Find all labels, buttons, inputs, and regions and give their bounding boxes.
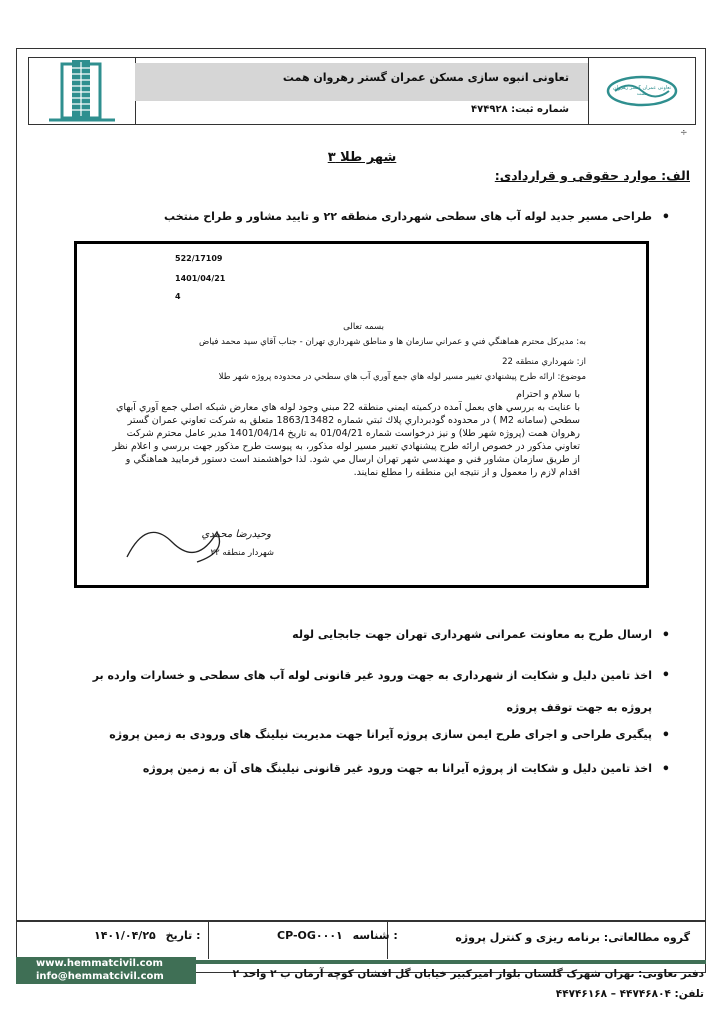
calligraphy-logo-text: تعاونی عمران گستر رهروان همت [612,85,672,97]
office-phone: تلفن: ۴۴۷۴۶۸۰۴ – ۴۴۷۴۶۱۶۸ [555,988,704,1000]
footer-divider [208,921,209,959]
signature-scribble [117,512,247,572]
list-item-text: ارسال طرح به معاونت عمرانی شهرداری تهران جهت جابجایی لوله [292,628,652,641]
letter-bismillah: بسمه تعالی [343,322,384,332]
letter-recipient: به: مديركل محترم هماهنگي فني و عمراني سازمان ها و مناطق شهرداري تهران - جناب آقاي سيد محمد فياض [198,337,586,347]
plus-mark: ÷ [680,128,688,138]
bullet-icon: • [661,762,670,777]
website-link[interactable]: www.hemmatcivil.com [36,958,163,969]
letter-greeting: با سلام و احترام [516,389,580,400]
bullet-icon: • [661,210,670,225]
calligraphy-logo [588,58,695,124]
scanned-letter [74,241,649,588]
signature-name: وحيدرضا محمدي [201,529,271,540]
document-id-value: CP-OG۰۰۰۱ [277,929,343,942]
list-item-text: اخذ تامین دلیل و شکایت از شهرداری به جهت ورود غیر قانونی لوله آب های سطحی و خسارات وارده بر پروژه به جهت توقف پروژه [92,669,652,714]
list-item [152,210,670,225]
bullet-icon: • [661,728,670,743]
office-address: دفتر تعاونی: تهران شهرک گلستان بلوار امیرکبیر خیابان گل افشان کوچه آرمان ب ۲ واحد ۲ [232,968,704,980]
letter-subject: موضوع: ارائه طرح پيشنهادي تغيير مسير لوله هاي جمع آوري آب هاي سطحي در محدوده پروژه شهر طلا [218,372,586,382]
contact-bar [16,957,196,984]
list-item [92,728,670,743]
letter-date: 1401/04/21 [175,274,226,283]
list-item-text: طراحی مسیر جدید لوله آب های سطحی شهرداری منطقه ۲۲ و تایید مشاور و طراح منتخب [164,210,652,223]
section-heading: الف: موارد حقوقی و قراردادی: [494,168,690,183]
registration-number: شماره ثبت: ۴۷۴۹۲۸ [471,104,569,115]
company-title: تعاونی انبوه سازی مسکن عمران گستر رهروان همت [282,71,569,84]
letter-number: 522/17109 [175,254,223,263]
document-date-label: تاریخ : [165,929,201,942]
letter-body-text: با عنايت به بررسي هاي بعمل آمده دركميته ايمني منطقه 22 مبني وجود لوله هاي معارض شبكه اصلي جمع آوري آبهاي سطحي (سامانه M2 ) در محدوده گودبرداري پلاك ثبتي شماره 1863/13482 متعلق به شركت تعاوني عمران گستر رهروان همت (پروژه شهر طلا) و نيز درخواست شماره 01/04/21 به تاريخ 1401/04/14 مدير عامل محترم شركت تعاوني مذكور در خصوص ارائه طرح پيشنهادي تغيير مسير لوله مذكور، به پيوست طرح مذكور جهت بررسي و اعلام نظر از طريق سازمان مشاور فني و مهندسي شهر تهران ارسال مي شود. لذا خواهشمند است دستور فرماييد هماهنگي و اقدام لازم را معمول و از نتيجه اين منطقه را مطلع نمايند. [112,402,580,478]
email-link[interactable]: info@hemmatcivil.com [36,971,164,982]
list-item [92,762,670,777]
signature-title: شهردار منطقه ٢٢ [210,548,274,558]
list-item [92,628,670,643]
list-item [82,660,670,724]
document-id [277,929,398,942]
document-id-label: شناسه : [352,929,398,942]
list-item-text: پیگیری طراحی و اجرای طرح ایمن سازی پروژه آیرانا جهت مدیریت نیلینگ های ورودی به زمین پروژه [109,728,652,741]
letter-body [110,388,580,479]
footer-top-rule [16,920,706,922]
document-date [94,929,200,942]
document-subject [0,150,724,165]
list-item-text: اخذ تامین دلیل و شکایت از پروژه آیرانا به جهت ورود غیر قانونی نیلینگ های آن به زمین پروژه [142,762,652,775]
letter-sender: از: شهرداري منطقه 22 [502,357,586,367]
bullet-icon: • [661,628,670,643]
footer-accent-line [196,960,706,964]
subject-text: شهر طلا ۳ [327,150,397,165]
letterhead-center [135,58,589,124]
letter-attachment: 4 [175,292,181,301]
bullet-icon: • [661,668,670,683]
letterhead [28,57,696,125]
study-group: گروه مطالعاتی: برنامه ریزی و کنترل پروژه [455,931,690,944]
document-date-value: ۱۴۰۱/۰۴/۲۵ [94,929,156,942]
building-logo [29,58,136,124]
